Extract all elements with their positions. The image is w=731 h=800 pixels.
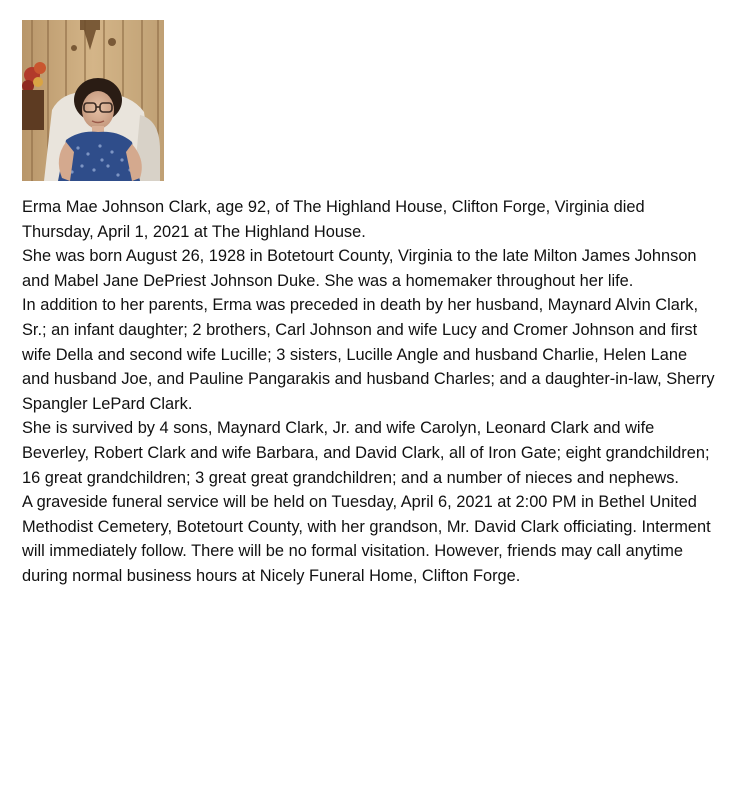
obituary-paragraph-survivors: She is survived by 4 sons, Maynard Clark, Jr. and wife Carolyn, Leonard Clark and wife Beverley, Robert Clark and wife Barbara, and David Clark, all of Iron Gate; eight grandchildren; 16 great grandchildren; 3 great great grandchildren; and a number of nieces and nephews. [22, 419, 710, 487]
portrait-illustration [22, 20, 164, 181]
obituary-text [22, 195, 718, 589]
obituary-paragraph-preceded-in-death: In addition to her parents, Erma was preceded in death by her husband, Maynard Alvin Clark, Sr.; an infant daughter; 2 brothers, Carl Johnson and wife Lucy and Cromer Johnson and first wife Della and second wife Lucille; 3 sisters, Lucille Angle and husband Charlie, Helen Lane and husband Joe, and Pauline Pangarakis and husband Charles; and a daughter-in-law, Sherry Spangler LePard Clark. [22, 296, 715, 413]
obituary-paragraph-death-notice: Erma Mae Johnson Clark, age 92, of The Highland House, Clifton Forge, Virginia died Thursday, April 1, 2021 at The Highland House. [22, 198, 645, 241]
portrait-photo [22, 20, 164, 181]
obituary-paragraph-birth: She was born August 26, 1928 in Botetourt County, Virginia to the late Milton James Johnson and Mabel Jane DePriest Johnson Duke. She was a homemaker throughout her life. [22, 247, 697, 290]
obituary-paragraph-service: A graveside funeral service will be held on Tuesday, April 6, 2021 at 2:00 PM in Bethel United Methodist Cemetery, Botetourt County, with her grandson, Mr. David Clark officiating. Interment will immediately follow. There will be no formal visitation. However, friends may call anytime during normal business hours at Nicely Funeral Home, Clifton Forge. [22, 493, 711, 585]
